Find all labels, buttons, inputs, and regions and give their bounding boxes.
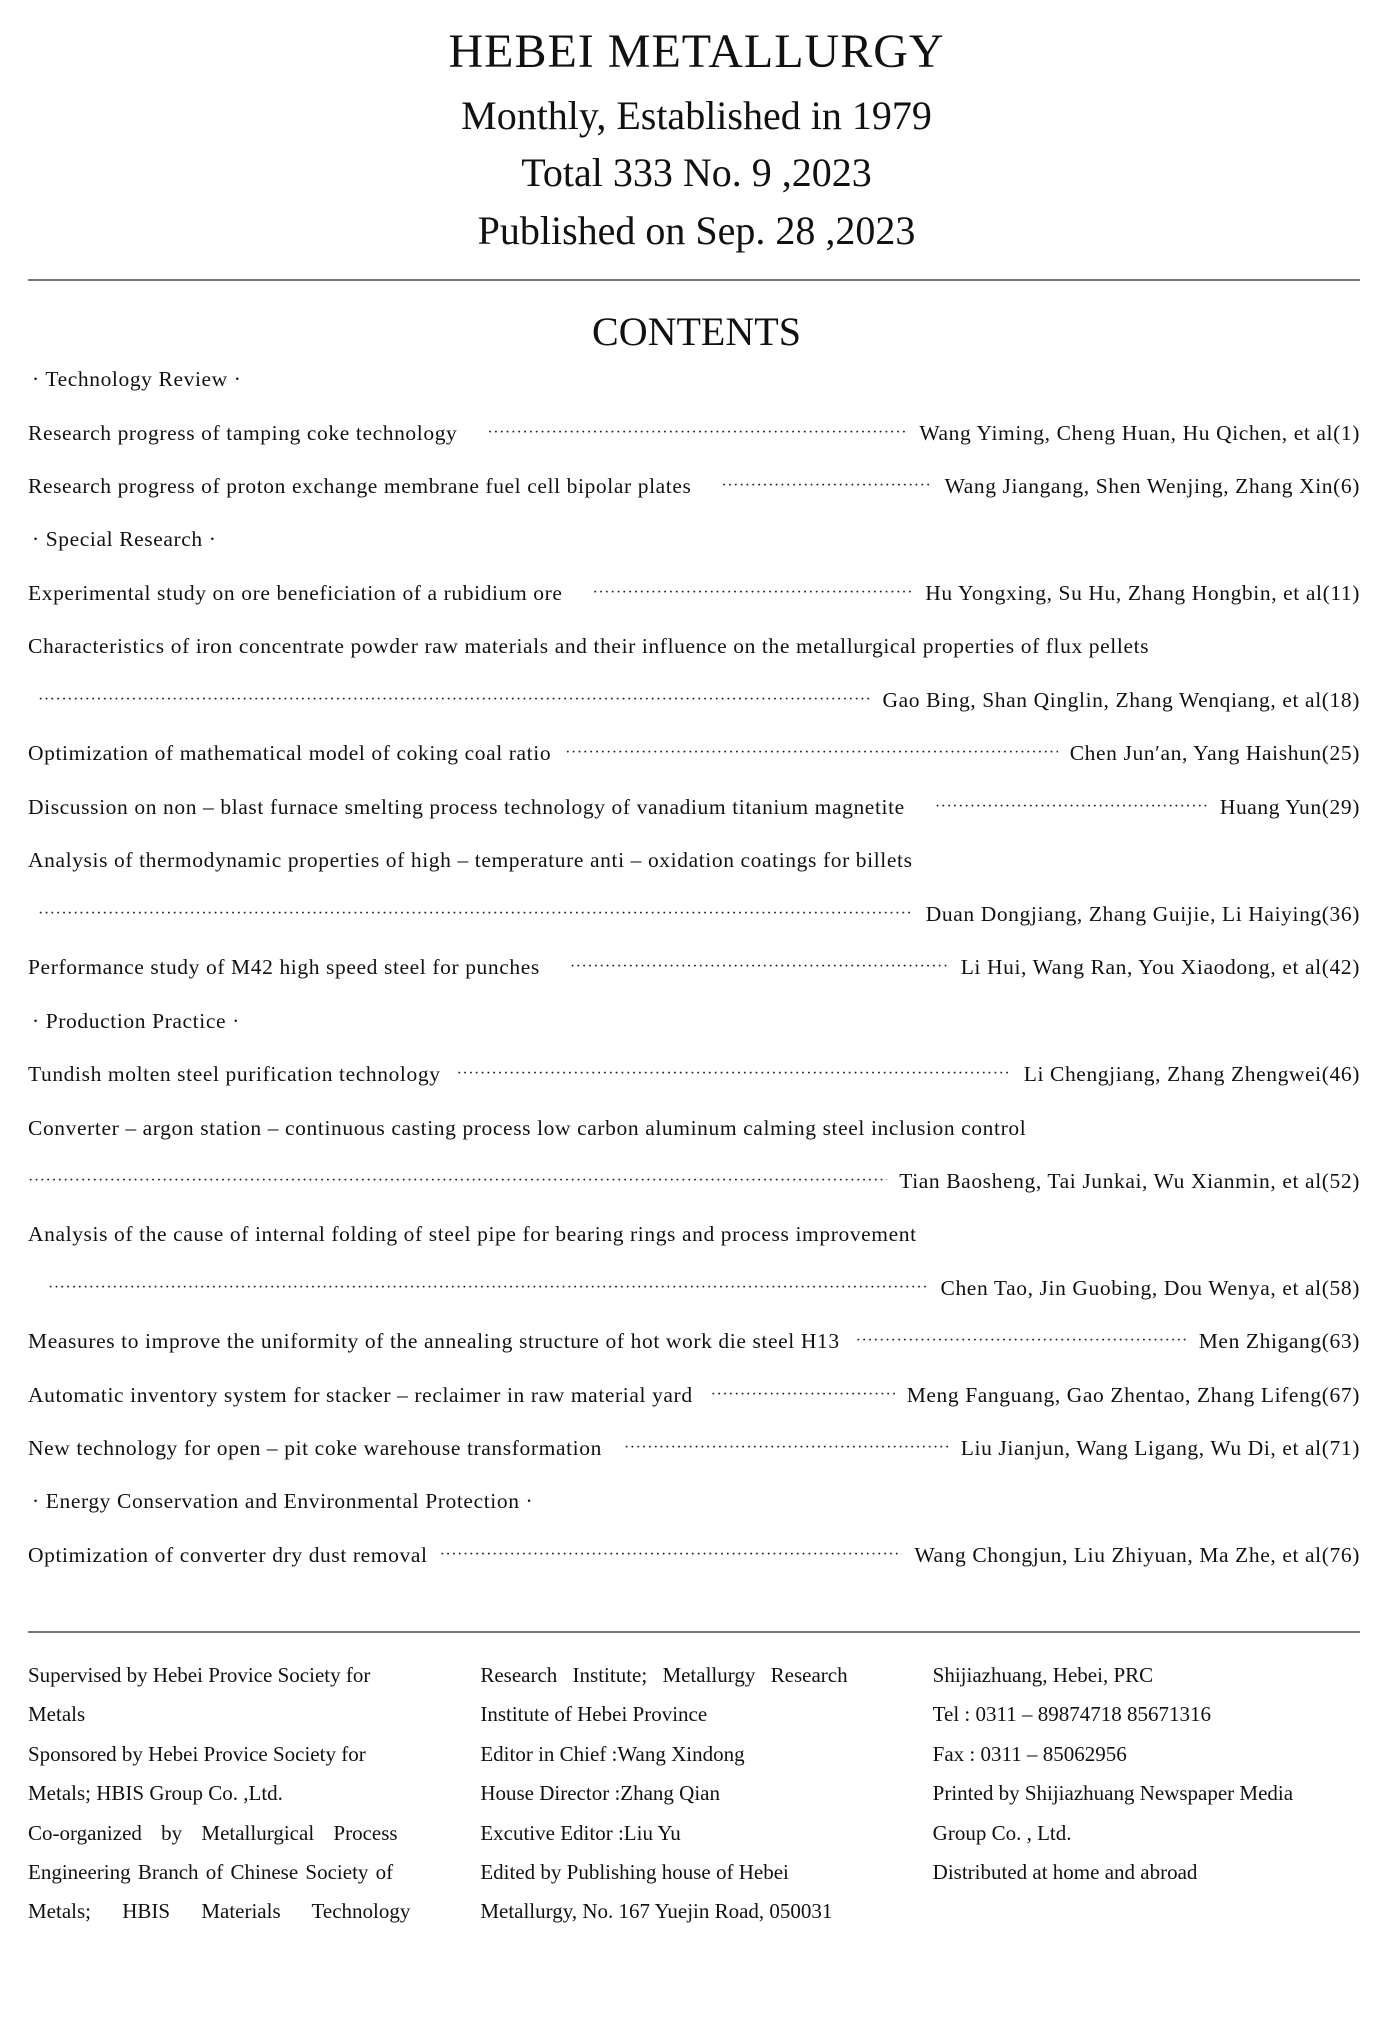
toc-entry-title-line[interactable] xyxy=(28,845,1360,875)
article-title[interactable]: Tundish molten steel purification technology xyxy=(28,1062,441,1086)
dot-leader xyxy=(457,1059,1012,1089)
dot-leader xyxy=(487,418,907,448)
publisher-info-column xyxy=(28,1656,455,1932)
toc-entry[interactable] xyxy=(28,1540,1360,1570)
article-page[interactable]: (63) xyxy=(1321,1329,1360,1353)
toc-entry-author-line xyxy=(28,685,1360,715)
toc-entry[interactable] xyxy=(28,1380,1360,1410)
article-authors: Wang Yiming, Cheng Huan, Hu Qichen, et al xyxy=(919,421,1334,445)
footer-line: Institute of Hebei Province xyxy=(480,1702,708,1727)
distribution: Distributed at home and abroad xyxy=(932,1860,1198,1885)
executive-editor: Excutive Editor :Liu Yu xyxy=(480,1820,681,1845)
toc-entry-author-line xyxy=(28,1273,1360,1303)
article-page[interactable]: (42) xyxy=(1321,955,1360,979)
fax: Fax : 0311 – 85062956 xyxy=(932,1741,1127,1766)
footer-divider xyxy=(28,1631,1360,1633)
journal-frequency: Monthly, Established in 1979 xyxy=(461,93,932,138)
publication-info xyxy=(28,1656,1360,1932)
toc-entry[interactable] xyxy=(28,1326,1360,1356)
footer-line: Research Institute; Metallurgy Research xyxy=(480,1663,848,1687)
footer-line: Metals xyxy=(28,1702,86,1727)
section-heading-production-practice: · Production Practice · xyxy=(32,1009,240,1033)
toc-entry-title-line[interactable] xyxy=(28,1113,1360,1143)
article-page[interactable]: (52) xyxy=(1321,1169,1360,1193)
publication-date: Published on Sep. 28 ,2023 xyxy=(477,208,916,253)
toc-entry-title-line[interactable] xyxy=(28,631,1360,661)
issue-number: Total 333 No. 9 ,2023 xyxy=(521,150,872,195)
article-authors: Li Chengjiang, Zhang Zhengwei xyxy=(1023,1062,1322,1086)
toc-entry-author-line xyxy=(28,1166,1360,1196)
article-authors: Li Hui, Wang Ran, You Xiaodong, et al xyxy=(960,955,1322,979)
article-authors: Wang Jiangang, Shen Wenjing, Zhang Xin xyxy=(944,474,1334,498)
article-title[interactable]: Discussion on non – blast furnace smelting process technology of vanadium titanium magnetite xyxy=(28,795,905,819)
article-authors: Chen Tao, Jin Guobing, Dou Wenya, et al xyxy=(940,1276,1322,1300)
article-page[interactable]: (25) xyxy=(1321,741,1360,765)
article-page[interactable]: (11) xyxy=(1322,581,1360,605)
footer-line: Metals; HBIS Materials Technology xyxy=(28,1899,411,1924)
dot-leader xyxy=(565,738,1058,768)
section-heading-energy-conservation: · Energy Conservation and Environmental Protection · xyxy=(32,1489,534,1513)
article-page[interactable]: (58) xyxy=(1321,1276,1360,1300)
dot-leader xyxy=(711,1380,895,1410)
house-director: House Director :Zhang Qian xyxy=(480,1781,721,1806)
article-authors: Chen Jun′an, Yang Haishun xyxy=(1069,741,1322,765)
article-authors: Liu Jianjun, Wang Ligang, Wu Di, et al xyxy=(960,1436,1322,1460)
article-authors: Huang Yun xyxy=(1219,795,1322,819)
article-authors: Hu Yongxing, Su Hu, Zhang Hongbin, et al xyxy=(925,581,1323,605)
article-page[interactable]: (6) xyxy=(1333,474,1360,498)
telephone: Tel : 0311 – 89874718 85671316 xyxy=(932,1702,1211,1727)
footer-line: Sponsored by Hebei Provice Society for xyxy=(28,1741,366,1766)
toc-entry-author-line xyxy=(28,899,1360,929)
printer: Printed by Shijiazhuang Newspaper Media xyxy=(932,1781,1294,1806)
article-authors: Wang Chongjun, Liu Zhiyuan, Ma Zhe, et al xyxy=(914,1543,1322,1567)
dot-leader xyxy=(593,578,914,608)
article-page[interactable]: (46) xyxy=(1321,1062,1360,1086)
article-title[interactable]: Performance study of M42 high speed steel for punches xyxy=(28,955,540,979)
article-authors: Duan Dongjiang, Zhang Guijie, Li Haiying xyxy=(925,902,1322,926)
article-authors: Meng Fanguang, Gao Zhentao, Zhang Lifeng xyxy=(906,1383,1322,1407)
article-title[interactable]: Characteristics of iron concentrate powder raw materials and their influence on the metallurgical properties of flux pellets xyxy=(28,634,1150,658)
article-page[interactable]: (1) xyxy=(1333,421,1360,445)
dot-leader xyxy=(440,1540,903,1570)
toc-entry-title-line[interactable] xyxy=(28,1219,1360,1249)
article-title[interactable]: Experimental study on ore beneficiation of a rubidium ore xyxy=(28,581,563,605)
toc-entry[interactable] xyxy=(28,418,1360,448)
toc-entry[interactable] xyxy=(28,792,1360,822)
article-page[interactable]: (71) xyxy=(1321,1436,1360,1460)
toc-entry[interactable] xyxy=(28,471,1360,501)
contact-info-column xyxy=(933,1656,1360,1932)
article-title[interactable]: Research progress of proton exchange membrane fuel cell bipolar plates xyxy=(28,474,692,498)
dot-leader xyxy=(856,1326,1187,1356)
header-divider xyxy=(28,279,1360,281)
article-authors: Tian Baosheng, Tai Junkai, Wu Xianmin, et al xyxy=(899,1169,1322,1193)
toc-entry[interactable] xyxy=(28,1433,1360,1463)
footer-line: Engineering Branch of Chinese Society of xyxy=(28,1860,394,1885)
dot-leader xyxy=(624,1433,949,1463)
article-page[interactable]: (18) xyxy=(1321,688,1360,712)
footer-line: Edited by Publishing house of Hebei xyxy=(480,1860,789,1885)
article-title[interactable]: New technology for open – pit coke warehouse transformation xyxy=(28,1436,602,1460)
toc-entry[interactable] xyxy=(28,578,1360,608)
location: Shijiazhuang, Hebei, PRC xyxy=(932,1663,1154,1687)
article-page[interactable]: (36) xyxy=(1321,902,1360,926)
dot-leader xyxy=(38,685,870,715)
journal-title: HEBEI METALLURGY xyxy=(448,25,945,78)
dot-leader xyxy=(570,952,949,982)
contents-heading: CONTENTS xyxy=(592,309,801,354)
article-page[interactable]: (67) xyxy=(1321,1383,1360,1407)
dot-leader xyxy=(48,1273,929,1303)
article-title[interactable]: Measures to improve the uniformity of the annealing structure of hot work die steel H13 xyxy=(28,1329,840,1353)
dot-leader xyxy=(28,1166,887,1196)
article-title[interactable]: Automatic inventory system for stacker – reclaimer in raw material yard xyxy=(28,1383,693,1407)
article-title[interactable]: Analysis of the cause of internal folding of steel pipe for bearing rings and process improvement xyxy=(28,1222,917,1246)
editorial-info-column xyxy=(480,1656,907,1932)
toc-entry[interactable] xyxy=(28,738,1360,768)
article-title[interactable]: Research progress of tamping coke technology xyxy=(28,421,458,445)
footer-line: Co-organized by Metallurgical Process xyxy=(28,1820,398,1845)
article-authors: Men Zhigang xyxy=(1198,1329,1322,1353)
section-heading-special-research: · Special Research · xyxy=(32,527,217,551)
article-title[interactable]: Optimization of mathematical model of coking coal ratio xyxy=(28,741,552,765)
footer-line: Supervised by Hebei Provice Society for xyxy=(28,1663,371,1687)
toc-entry[interactable] xyxy=(28,1059,1360,1089)
editor-in-chief: Editor in Chief :Wang Xindong xyxy=(480,1741,745,1766)
article-authors: Gao Bing, Shan Qinglin, Zhang Wenqiang, et al xyxy=(882,688,1322,712)
article-page[interactable]: (76) xyxy=(1321,1543,1360,1567)
footer-line: Group Co. , Ltd. xyxy=(932,1820,1072,1845)
editorial-address: Metallurgy, No. 167 Yuejin Road, 050031 xyxy=(480,1899,833,1924)
article-page[interactable]: (29) xyxy=(1321,795,1360,819)
section-heading-technology-review: · Technology Review · xyxy=(32,367,242,391)
article-title[interactable]: Optimization of converter dry dust removal xyxy=(28,1543,428,1567)
article-title[interactable]: Analysis of thermodynamic properties of high – temperature anti – oxidation coatings for billets xyxy=(28,848,913,872)
dot-leader xyxy=(935,792,1208,822)
dot-leader xyxy=(721,471,932,501)
footer-line: Metals; HBIS Group Co. ,Ltd. xyxy=(28,1781,283,1806)
article-title[interactable]: Converter – argon station – continuous casting process low carbon aluminum calming steel inclusion control xyxy=(28,1116,1027,1140)
toc-entry[interactable] xyxy=(28,952,1360,982)
dot-leader xyxy=(38,899,914,929)
